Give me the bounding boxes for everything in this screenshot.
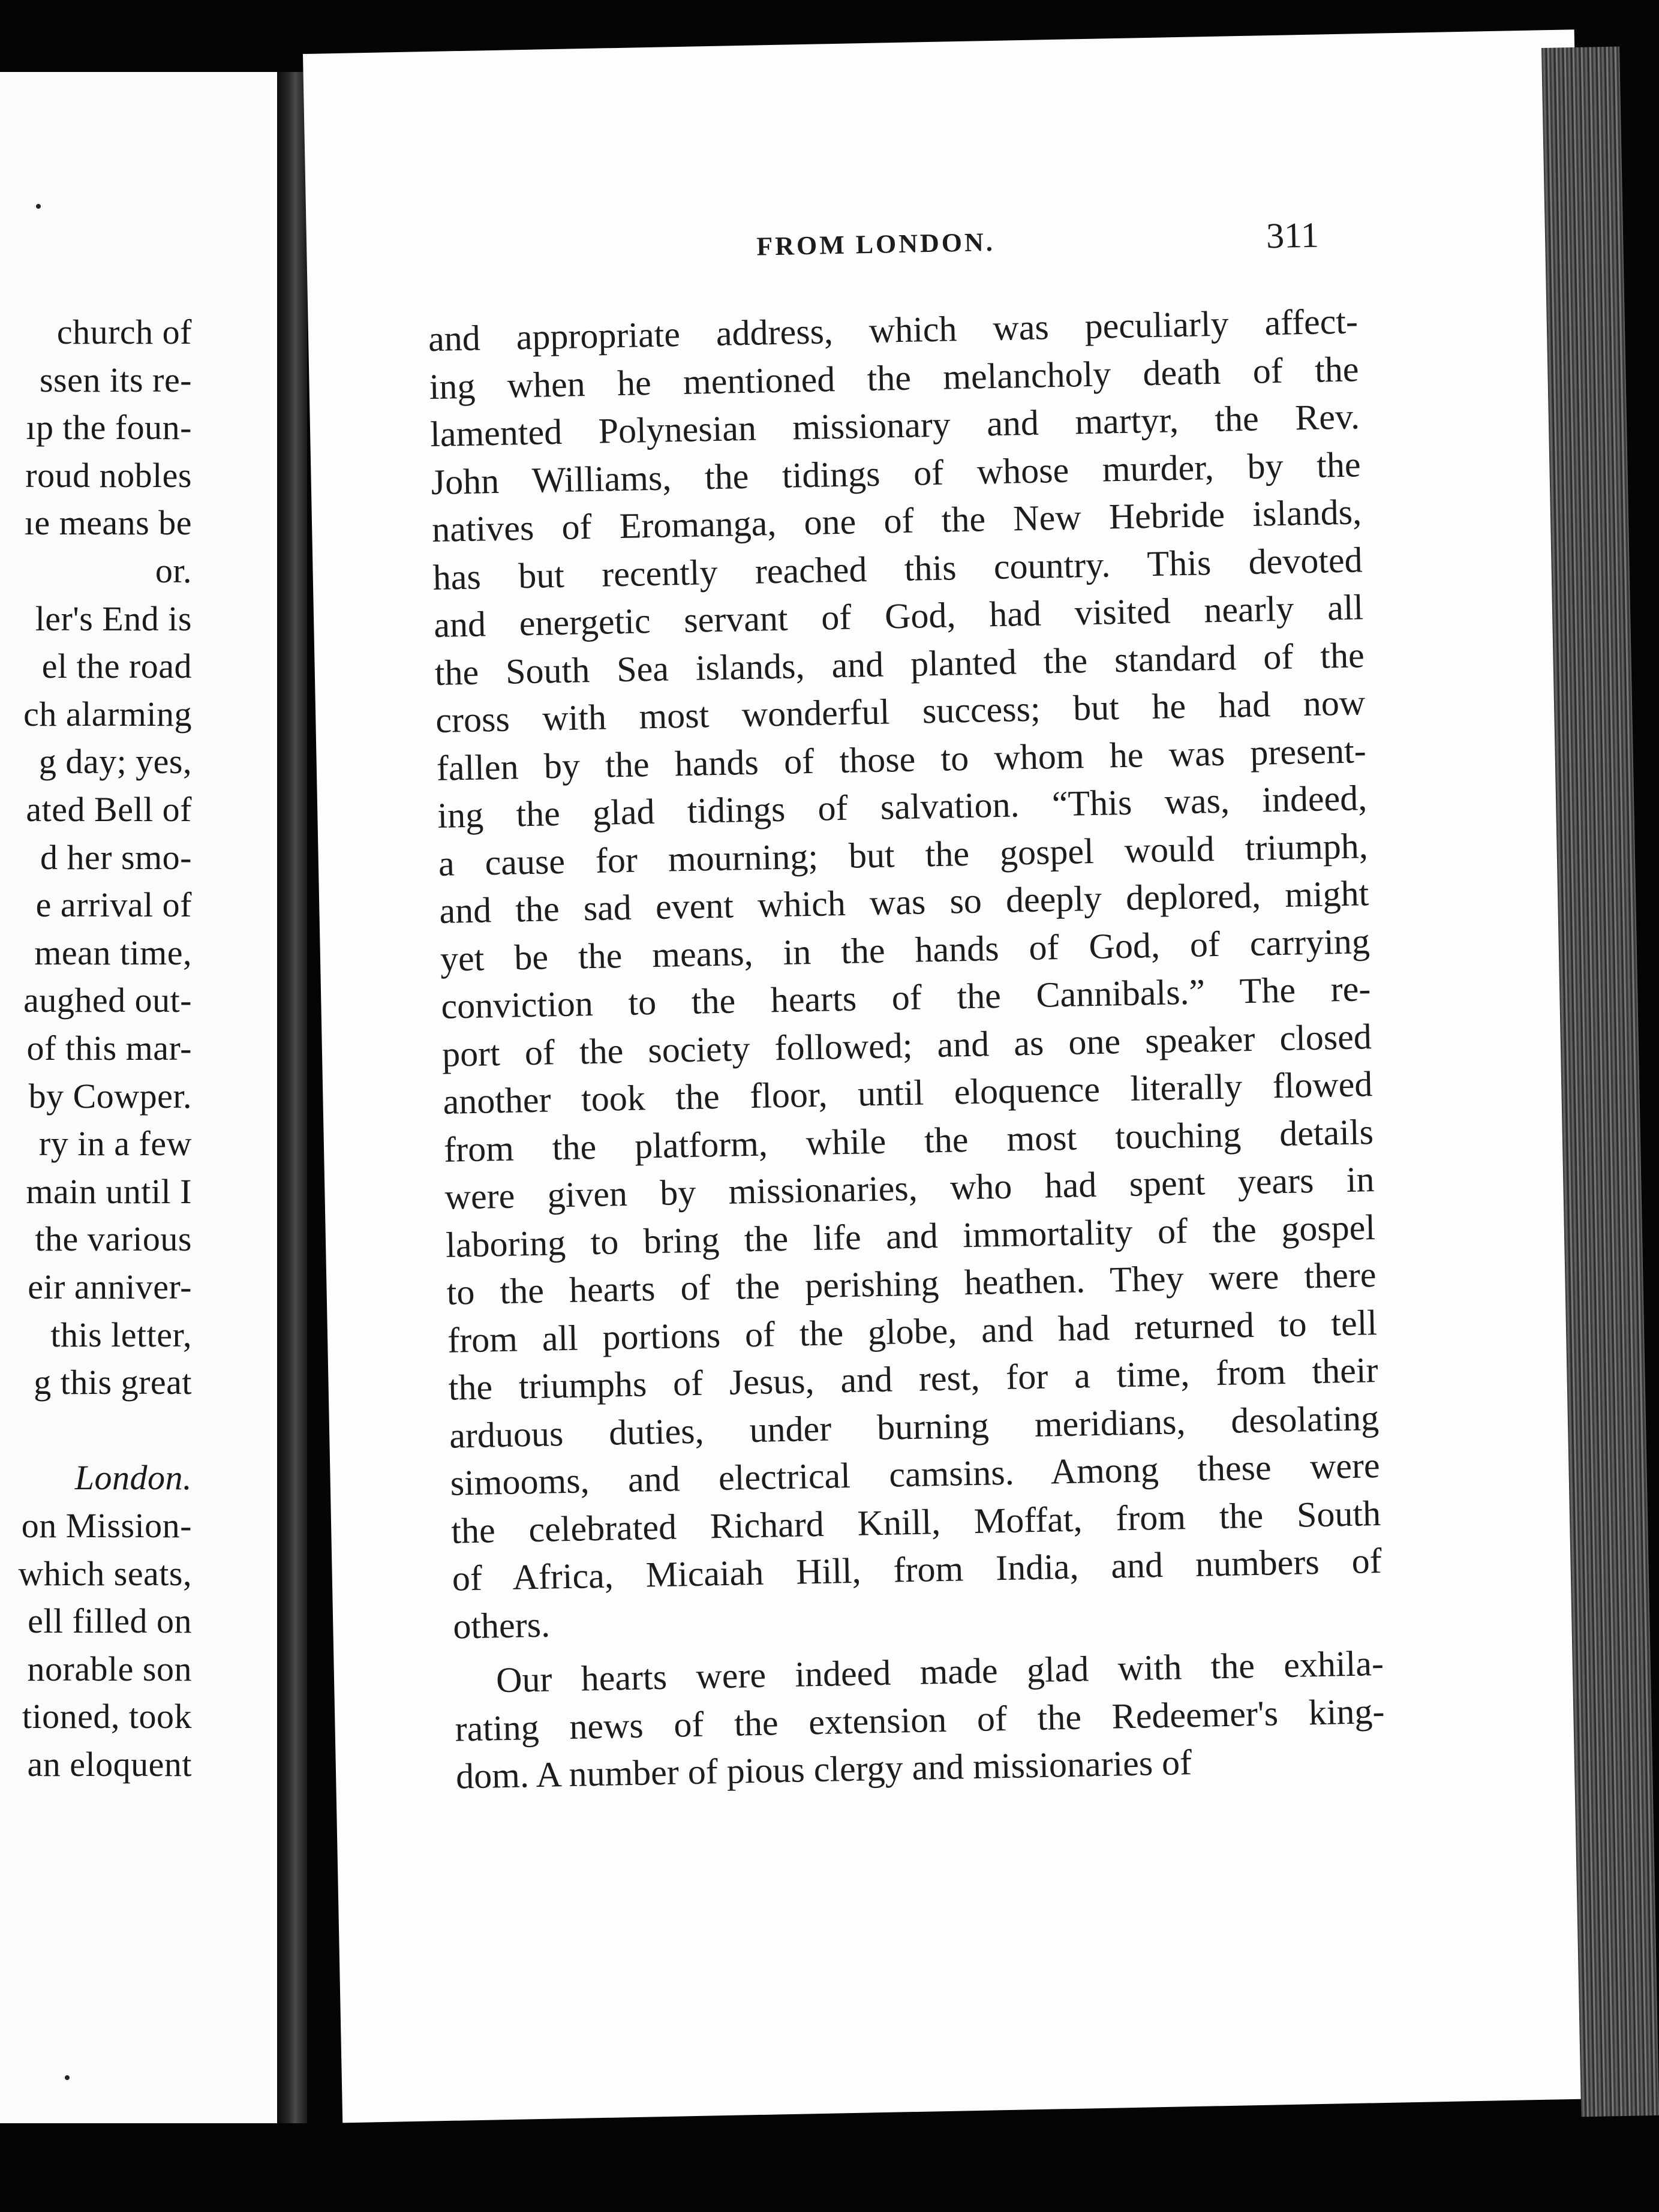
body-line: of Africa, Micaiah Hill, from India, and numbers of xyxy=(452,1540,1382,1598)
body-line: simooms, and electrical camsins. Among these were xyxy=(450,1445,1381,1503)
right-page xyxy=(303,29,1614,2123)
left-page-line: e arrival of xyxy=(35,885,192,925)
left-page-line: roud nobles xyxy=(25,455,192,495)
body-line: to the hearts of the perishing heathen. They were there xyxy=(446,1255,1377,1312)
body-line: natives of Eromanga, one of the New Hebride islands, xyxy=(431,492,1362,550)
body-line: ing the glad tidings of salvation. “This was, indeed, xyxy=(437,778,1368,835)
left-page-line: g day; yes, xyxy=(38,742,192,782)
body-line: and appropriate address, which was peculiarly affect- xyxy=(428,301,1359,359)
left-page-line: ler's End is xyxy=(35,599,192,638)
ink-speck xyxy=(65,2075,70,2080)
body-line: fallen by the hands of those to whom he was present- xyxy=(436,730,1367,788)
left-page-line: ıp the foun- xyxy=(26,408,192,447)
body-line: the celebrated Richard Knill, Moffat, from the South xyxy=(450,1493,1381,1551)
body-line: others. xyxy=(452,1604,551,1646)
body-line: cross with most wonderful success; but he had now xyxy=(435,683,1366,740)
body-line: John Williams, the tidings of whose murder, by the xyxy=(431,444,1362,502)
left-page-line: this letter, xyxy=(50,1315,192,1354)
left-page-line: ated Bell of xyxy=(26,790,192,829)
left-page-line: ry in a few xyxy=(38,1124,192,1164)
left-page-line: or. xyxy=(155,551,192,590)
body-line: from the platform, while the most touching details xyxy=(443,1111,1374,1170)
left-page-line: church of xyxy=(56,312,192,351)
body-line: the triumphs of Jesus, and rest, for a time, from their xyxy=(448,1350,1379,1408)
body-line: laboring to bring the life and immortality of the gospel xyxy=(445,1207,1376,1265)
left-page-line: ssen its re- xyxy=(39,360,192,399)
left-page-line: of this mar- xyxy=(26,1029,192,1068)
ink-speck xyxy=(36,204,41,209)
body-line: ing when he mentioned the melancholy death of the xyxy=(429,348,1360,407)
left-page-line: the various xyxy=(35,1219,192,1259)
left-page-line: el the road xyxy=(41,647,192,686)
body-line: the South Sea islands, and planted the standard of the xyxy=(434,635,1365,693)
left-page-line: ıe means be xyxy=(24,503,192,543)
body-line: and the sad event which was so deeply deplored, might xyxy=(438,873,1369,931)
body-line: has but recently reached this country. This devoted xyxy=(432,539,1363,597)
running-title: FROM LONDON. xyxy=(756,227,996,262)
body-line: and energetic servant of God, had visited nearly all xyxy=(433,587,1364,645)
body-line: yet be the means, in the hands of God, of carrying xyxy=(440,921,1371,979)
left-page-line: London. xyxy=(74,1458,192,1498)
body-line: conviction to the hearts of the Cannibals.” The re- xyxy=(440,969,1371,1026)
body-line: Our hearts were indeed made glad with the exhila- xyxy=(495,1643,1384,1700)
body-text xyxy=(428,297,1385,1801)
left-page-line: which seats, xyxy=(18,1553,192,1593)
body-line: port of the society followed; and as one speaker closed xyxy=(441,1016,1372,1074)
body-line: rating news of the extension of the Redeemer's king- xyxy=(455,1691,1385,1749)
book-gutter xyxy=(277,72,307,2123)
left-page xyxy=(0,72,282,2123)
left-page-line: tioned, took xyxy=(22,1697,192,1736)
body-line: lamented Polynesian missionary and martyr, the Rev. xyxy=(429,396,1360,455)
left-page-line: mean time, xyxy=(34,933,192,972)
left-page-line: an eloquent xyxy=(27,1745,192,1784)
left-page-line: main until I xyxy=(26,1171,192,1211)
body-line: dom. A number of pious clergy and missionaries of xyxy=(455,1742,1192,1796)
page-number: 311 xyxy=(1266,215,1320,256)
body-line: arduous duties, under burning meridians, desolating xyxy=(449,1397,1380,1456)
left-page-line: ell filled on xyxy=(28,1601,192,1641)
body-line: were given by missionaries, who had spent years in xyxy=(444,1159,1375,1217)
left-page-line: aughed out- xyxy=(23,981,192,1020)
left-page-line: g this great xyxy=(34,1363,192,1402)
left-page-line: on Mission- xyxy=(21,1506,192,1545)
left-page-line: ch alarming xyxy=(23,694,192,734)
running-head xyxy=(306,209,1579,282)
body-line: another took the floor, until eloquence literally flowed xyxy=(442,1064,1373,1122)
left-page-line: by Cowper. xyxy=(28,1076,192,1116)
left-page-line: d her smo- xyxy=(40,837,192,877)
body-line: a cause for mourning; but the gospel would triumph, xyxy=(438,825,1369,883)
left-page-line: norable son xyxy=(27,1649,192,1688)
left-page-line: eir anniver- xyxy=(28,1267,192,1306)
body-line: from all portions of the globe, and had returned to tell xyxy=(447,1302,1378,1360)
